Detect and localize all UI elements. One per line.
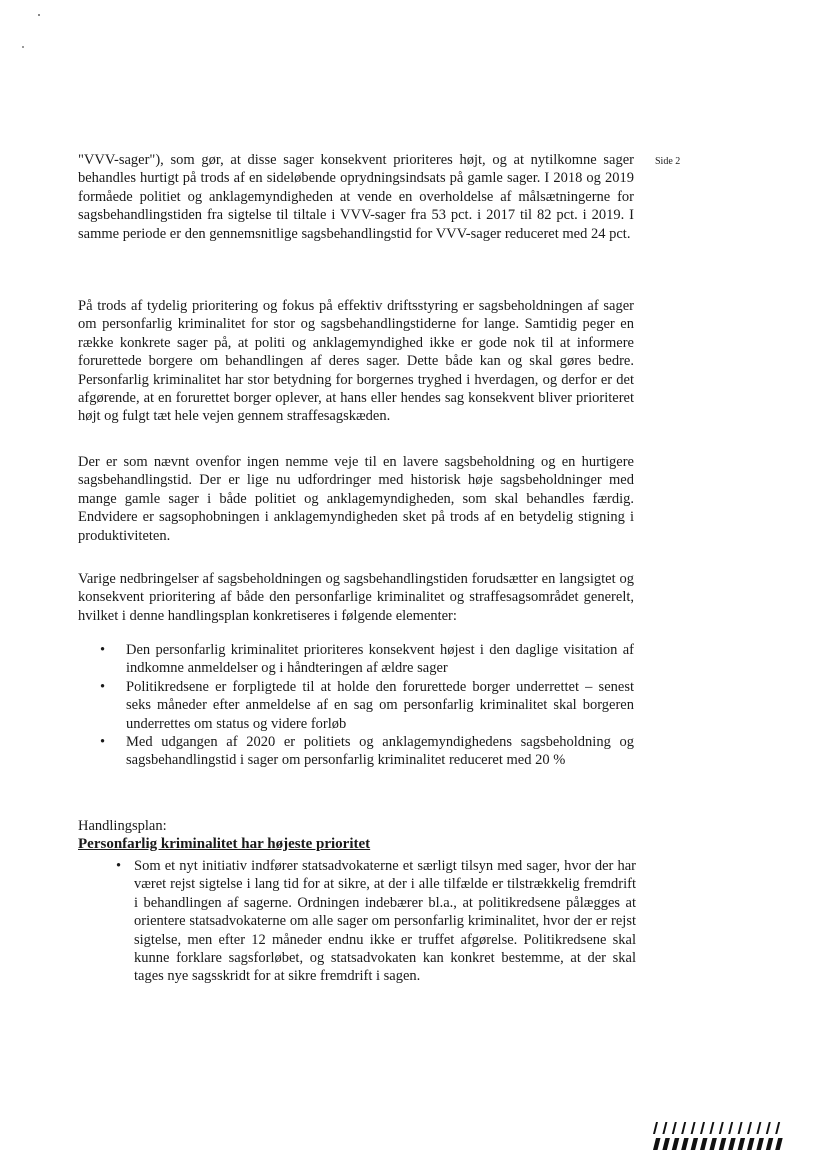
list-item xyxy=(100,641,634,678)
barcode-stroke xyxy=(719,1122,724,1134)
section-heading: Personfarlig kriminalitet har højeste prioritet xyxy=(78,836,371,852)
scan-speck xyxy=(38,14,40,16)
barcode-stroke xyxy=(747,1122,752,1134)
barcode-stroke xyxy=(728,1122,733,1134)
barcode-stroke xyxy=(766,1122,771,1134)
barcode-stroke xyxy=(691,1122,696,1134)
list-item-text: Som et nyt initiativ indfører statsadvokaterne et særligt tilsyn med sager, hvor der har været rejst sigtelse i lang tid for at sikre, at der i alle tilfælde er tilstrækkelig fremdrift i behandlingen af sagerne. Ordningen indebærer bl.a., at politikredsene pålægges at orientere statsadvokaterne om alle sager om personfarlig kriminalitet, hvor der er rejst sigtelse, men efter 12 måneder endnu ikke er truffet afgørelse. Politikredsene skal kunne forklare sagsforløbet, og statsadvokaten kan konkret bestemme, at der skal tages nye sagsskridt for at sikre fremdrift i sagen. xyxy=(134,858,636,985)
barcode-stroke xyxy=(672,1122,677,1134)
barcode-stroke xyxy=(756,1138,764,1150)
bullet-icon: • xyxy=(100,642,106,658)
barcode-stroke xyxy=(747,1138,755,1150)
element-list xyxy=(100,641,634,770)
barcode-stroke xyxy=(756,1122,761,1134)
barcode-stroke xyxy=(709,1122,714,1134)
barcode-stroke xyxy=(738,1138,746,1150)
barcode-stroke xyxy=(653,1138,661,1150)
barcode-stroke xyxy=(700,1138,708,1150)
scan-speck xyxy=(22,46,24,48)
barcode-stroke xyxy=(672,1138,680,1150)
paragraph-3: Der er som nævnt ovenfor ingen nemme veje til en lavere sagsbeholdning og en hurtigere sagsbehandlingstid. Der er lige nu udfordringer med historisk høje sagsbeholdninger med mange gamle sager i både politiet og anklagemyndigheden, som skal behandles færdig. Endvidere er sagsophobningen i anklagemyndigheden sket på trods af en betydelig stigning i produktiviteten. xyxy=(78,454,634,544)
barcode-stroke xyxy=(719,1138,727,1150)
barcode-stroke xyxy=(709,1138,717,1150)
paragraph-1: "VVV-sager"), som gør, at disse sager konsekvent prioriteres højt, og at nytilkomne sager behandles hurtigt på trods af en sideløbende oprydningsindsats på gamle sager. I 2018 og 2019 formåede politiet og anklagemyndigheden at vende en overholdelse af målsætningerne for sagsbehandlingstiden fra sigtelse til tiltale i VVV-sager fra 53 pct. i 2017 til 82 pct. i 2019. I samme periode er den gennemsnitlige sagsbehandlingstid for VVV-sager reduceret med 24 pct. xyxy=(78,152,634,242)
list-item xyxy=(100,678,634,733)
list-item-text: Politikredsene er forpligtede til at holde den forurettede borger underrettet – senest seks måneder efter anmeldelse af en sag om personfarlig kriminalitet skal borgeren underrettes om status og videre forløb xyxy=(126,678,634,732)
barcode-stroke xyxy=(681,1138,689,1150)
plan-label: Handlingsplan: xyxy=(78,818,167,834)
initiative-list xyxy=(116,857,636,986)
page-number: Side 2 xyxy=(655,156,681,167)
list-item xyxy=(116,857,636,986)
barcode-stroke xyxy=(775,1138,783,1150)
barcode-stroke xyxy=(766,1138,774,1150)
barcode-stroke xyxy=(662,1122,667,1134)
paragraph-2: På trods af tydelig prioritering og fokus på effektiv driftsstyring er sagsbeholdningen af sager om personfarlig kriminalitet for stor og sagsbehandlingstiderne for lange. Samtidig peger en række konkrete sager på, at politi og anklagemyndighed ikke er gode nok til at informere forurettede borgere om behandlingen af deres sager. Dette både kan og skal gøres bedre. Personfarlig kriminalitet har stor betydning for borgernes tryghed i hverdagen, og derfor er det afgørende, at en forurettet borger oplever, at hans eller hendes sag konsekvent bliver prioriteret højt og fulgt tæt hele vejen gennem straffesagskæden. xyxy=(78,298,634,425)
bullet-icon: • xyxy=(116,858,122,874)
bullet-icon: • xyxy=(100,734,106,751)
barcode-stroke xyxy=(691,1138,699,1150)
paragraph-4: Varige nedbringelser af sagsbeholdningen og sagsbehandlingstiden forudsætter en langsigtet og konsekvent prioritering af både den personfarlige kriminalitet og straffesagsområdet generelt, hvilket i denne handlingsplan konkretiseres i følgende elementer: xyxy=(78,571,634,624)
barcode-stroke xyxy=(662,1138,670,1150)
barcode-stroke xyxy=(728,1138,736,1150)
barcode-stroke xyxy=(775,1122,780,1134)
barcode-stroke xyxy=(700,1122,705,1134)
list-item-text: Med udgangen af 2020 er politiets og anklagemyndighedens sagsbeholdning og sagsbehandlingstid i sager om personfarlig kriminalitet reduceret med 20 % xyxy=(126,734,634,769)
barcode-stroke xyxy=(738,1122,743,1134)
list-item xyxy=(100,733,634,770)
bullet-icon: • xyxy=(100,678,106,695)
barcode-icon xyxy=(650,1120,785,1152)
barcode-stroke xyxy=(681,1122,686,1134)
barcode-stroke xyxy=(653,1122,658,1134)
list-item-text: Den personfarlig kriminalitet prioriteres konsekvent højest i den daglige visitation af indkomne anmeldelser og i håndteringen af ældre sager xyxy=(126,642,634,677)
